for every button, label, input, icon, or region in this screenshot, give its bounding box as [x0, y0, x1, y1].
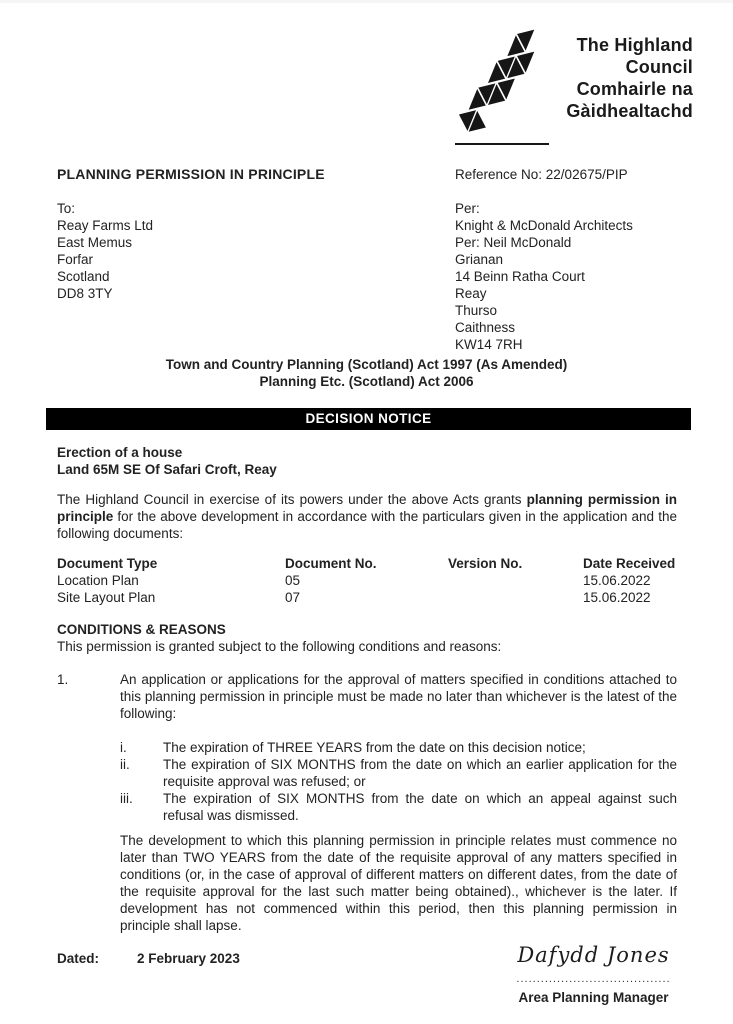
address-line: Grianan — [455, 252, 504, 267]
document-title: PLANNING PERMISSION IN PRINCIPLE — [57, 166, 325, 182]
address-line: 14 Beinn Ratha Court — [455, 269, 585, 284]
cell-date-received: 15.06.2022 — [583, 573, 651, 588]
conditions-intro: This permission is granted subject to the following conditions and reasons: — [57, 639, 502, 654]
condition-item-1 — [57, 671, 677, 722]
cell-document-type: Location Plan — [57, 573, 139, 588]
condition-text: An application or applications for the approval of matters specified in conditions attached to this planning permission in principle must be made no later than whichever is the latest of the following: — [120, 672, 677, 721]
condition-number: 1. — [57, 672, 69, 687]
agent-address — [455, 200, 633, 353]
address-line: DD8 3TY — [57, 286, 113, 301]
statute-line: Planning Etc. (Scotland) Act 2006 — [259, 374, 474, 389]
signatory-title: Area Planning Manager — [518, 990, 669, 1005]
address-line: East Memus — [57, 235, 133, 250]
signature-line: ...................................... — [516, 974, 671, 985]
cell-version-no — [448, 572, 583, 589]
statute-line: Town and Country Planning (Scotland) Act 1997 (As Amended) — [165, 357, 568, 372]
reference-number: Reference No: 22/02675/PIP — [455, 167, 628, 182]
council-triangles-icon — [455, 28, 549, 145]
council-gaelic-line: Comhairle na — [576, 79, 693, 99]
subitem-text: The expiration of SIX MONTHS from the date on which an earlier application for the requisite approval was refused; or — [163, 757, 677, 789]
dated-value: 2 February 2023 — [137, 951, 240, 966]
subitem-number: iii. — [120, 791, 133, 806]
address-line: Forfar — [57, 252, 94, 267]
cell-document-no: 05 — [285, 573, 301, 588]
condition-subitems — [120, 739, 677, 824]
cell-document-type: Site Layout Plan — [57, 590, 156, 605]
cell-version-no — [448, 589, 583, 606]
address-line: Knight & McDonald Architects — [455, 218, 633, 233]
cell-document-no: 07 — [285, 590, 301, 605]
decision-notice-banner: DECISION NOTICE — [46, 408, 691, 430]
highland-council-logo — [455, 28, 693, 145]
address-line: KW14 7RH — [455, 337, 523, 352]
table-header-row — [57, 555, 679, 572]
subitem-ii — [120, 756, 677, 790]
address-line: Scotland — [57, 269, 110, 284]
council-name-line: The Highland — [576, 35, 693, 55]
table-row — [57, 589, 679, 606]
subitem-i — [120, 739, 677, 756]
development-line: Land 65M SE Of Safari Croft, Reay — [57, 462, 277, 477]
documents-table — [57, 555, 679, 606]
agent-label: Per: — [455, 201, 480, 216]
col-header-document-no: Document No. — [285, 556, 377, 571]
signature-block — [496, 942, 691, 1006]
subitem-text: The expiration of THREE YEARS from the date on this decision notice; — [163, 740, 586, 755]
subitem-number: ii. — [120, 757, 130, 772]
cell-date-received: 15.06.2022 — [583, 590, 651, 605]
col-header-version-no: Version No. — [448, 556, 523, 571]
address-line: Reay Farms Ltd — [57, 218, 154, 233]
table-row — [57, 572, 679, 589]
subitem-number: i. — [120, 740, 127, 755]
signature: Dafydd Jones — [517, 943, 670, 967]
conditions-heading: CONDITIONS & REASONS — [57, 622, 226, 637]
grant-text: The Highland Council in exercise of its powers under the above Acts grants — [57, 492, 527, 507]
address-line: Reay — [455, 286, 487, 301]
dated-label: Dated: — [57, 951, 100, 966]
grant-paragraph — [57, 491, 677, 542]
address-line: Per: Neil McDonald — [455, 235, 572, 250]
recipient-address — [57, 200, 153, 302]
council-name-line: Council — [625, 57, 693, 77]
statute-heading — [0, 356, 733, 390]
condition-closing-paragraph: The development to which this planning permission in principle relates must commence no later than TWO YEARS from the date of the requisite approval of any matters specified in conditions (or, in the case of approval of different matters on different dates, from the date of the requisite approval for the last such matter being obtained)., whichever is the later. If development has not commenced within this period, then this planning permission in principle shall lapse. — [120, 833, 677, 933]
recipient-label: To: — [57, 201, 76, 216]
grant-text: for the above development in accordance with the particulars given in the application and the following documents: — [57, 509, 677, 541]
subitem-iii — [120, 790, 677, 824]
council-gaelic-line: Gàidhealtachd — [566, 101, 693, 121]
address-line: Caithness — [455, 320, 516, 335]
grant-text-bold: planning permission in principle — [57, 492, 678, 524]
council-name — [553, 34, 693, 122]
development-line: Erection of a house — [57, 445, 183, 460]
address-line: Thurso — [455, 303, 498, 318]
col-header-date-received: Date Received — [583, 556, 676, 571]
development-description — [57, 444, 277, 478]
subitem-text: The expiration of SIX MONTHS from the date on which an appeal against such refusal was dismissed. — [163, 791, 677, 823]
dated-row — [57, 950, 240, 967]
col-header-document-type: Document Type — [57, 556, 158, 571]
